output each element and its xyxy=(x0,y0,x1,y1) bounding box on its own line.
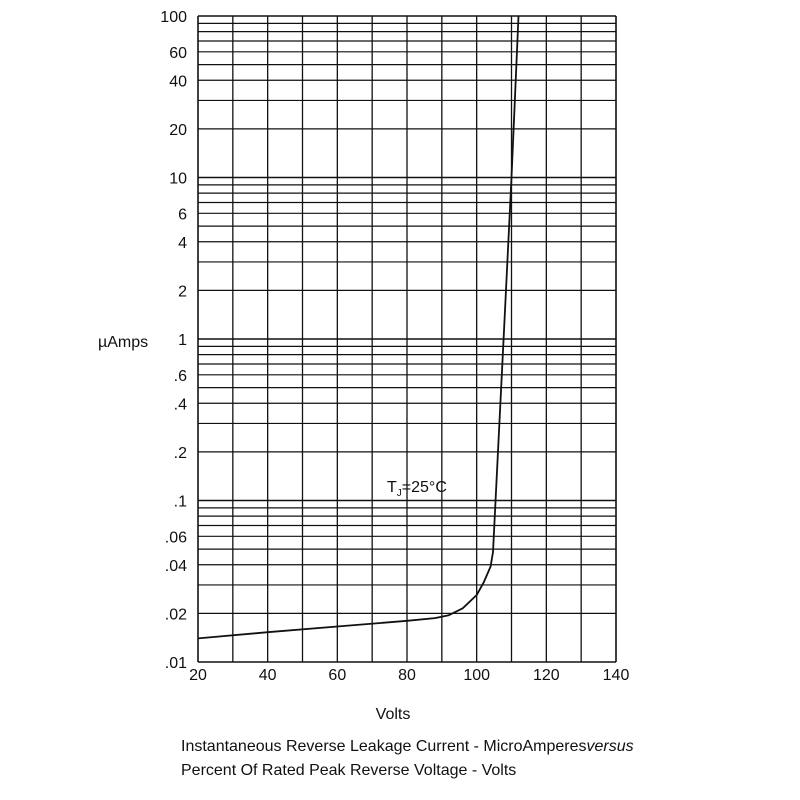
chart-grid xyxy=(198,16,616,662)
caption-line-1 xyxy=(181,737,634,757)
y-tick-label: 40 xyxy=(169,73,187,91)
y-axis-label: µAmps xyxy=(98,334,149,351)
y-tick-label: 1 xyxy=(178,332,187,349)
temperature-annotation xyxy=(387,479,447,499)
y-tick-label: .1 xyxy=(173,493,187,511)
y-tick-label: 60 xyxy=(169,44,187,62)
caption-line-2: Percent Of Rated Peak Reverse Voltage - Volts xyxy=(181,762,517,779)
annotation-rest: =25°C xyxy=(401,479,447,496)
series-line xyxy=(198,16,519,638)
x-tick-label: 40 xyxy=(258,667,277,684)
y-tick-label: .4 xyxy=(173,396,187,414)
x-tick-label: 140 xyxy=(602,667,630,684)
series-group xyxy=(198,16,519,638)
annotation-main: T xyxy=(387,479,397,496)
x-tick-label: 120 xyxy=(532,667,560,684)
y-tick-label: .02 xyxy=(164,606,187,624)
x-axis-label: Volts xyxy=(375,706,411,720)
x-tick-label: 80 xyxy=(398,667,416,684)
y-tick-label: 20 xyxy=(169,121,187,139)
y-axis-tick-labels xyxy=(160,9,187,672)
y-tick-label: .2 xyxy=(173,444,187,462)
y-tick-label: 100 xyxy=(160,9,187,26)
caption-line-1-main: Instantaneous Reverse Leakage Current - MicroAmperes xyxy=(181,738,587,755)
y-tick-label: 4 xyxy=(178,234,187,252)
y-tick-label: 10 xyxy=(169,170,187,188)
x-tick-label: 100 xyxy=(463,667,491,684)
y-tick-label: .04 xyxy=(164,557,187,575)
y-tick-label: .6 xyxy=(173,367,187,385)
y-tick-label: 6 xyxy=(178,206,187,224)
y-tick-label: .01 xyxy=(164,655,187,672)
x-tick-label: 20 xyxy=(189,667,207,684)
y-tick-label: 2 xyxy=(178,283,187,301)
x-tick-label: 60 xyxy=(328,667,347,684)
annotation-subscript: J xyxy=(396,488,402,499)
y-tick-label: .06 xyxy=(164,529,187,547)
caption-line-1-italic: versus xyxy=(586,738,634,755)
x-axis-tick-labels xyxy=(189,667,629,684)
